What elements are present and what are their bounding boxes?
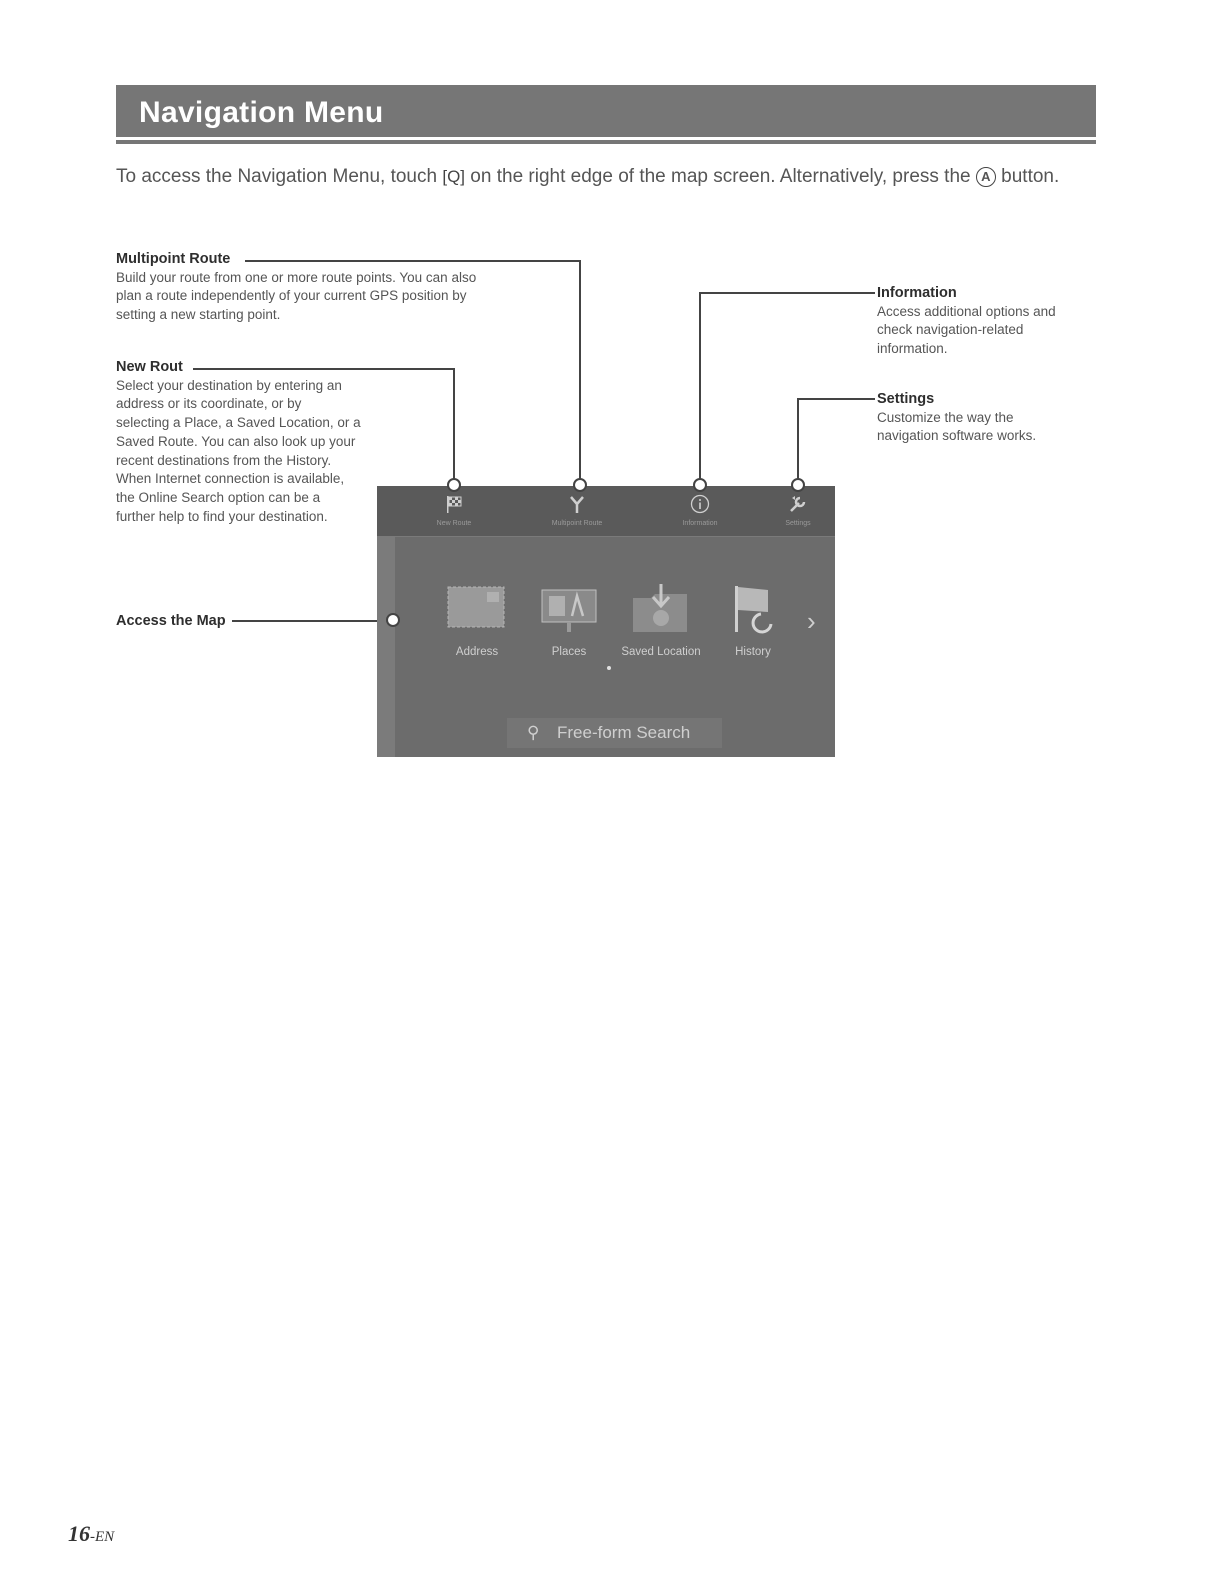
callout-title: Settings xyxy=(877,391,935,407)
tab-label: Settings xyxy=(785,520,811,527)
key-q: [Q] xyxy=(442,167,466,186)
route-fork-icon xyxy=(567,494,587,514)
callout-line: address or its coordinate, or by xyxy=(116,396,302,412)
callout-line: selecting a Place, a Saved Location, or a xyxy=(116,415,361,431)
callout-line: When Internet connection is available, xyxy=(116,471,345,487)
intro-part-2: on the right edge of the map screen. Alternatively, press the xyxy=(465,166,976,187)
search-placeholder: Free-form Search xyxy=(557,723,691,742)
page-number-digits: 16 xyxy=(68,1521,90,1546)
pager-dot xyxy=(607,666,611,670)
leader-dot xyxy=(693,478,707,492)
callout-line: check navigation-related xyxy=(877,322,1024,338)
callout-settings xyxy=(877,390,1097,446)
leader-line xyxy=(699,292,875,294)
leader-line xyxy=(245,260,581,262)
leader-line xyxy=(579,260,581,486)
flag-history-icon xyxy=(723,584,783,634)
leader-line xyxy=(797,398,799,486)
tab-label: Information xyxy=(682,520,718,527)
envelope-icon xyxy=(447,584,507,630)
tile-label: Places xyxy=(551,646,587,658)
callout-title: New Rout xyxy=(116,359,183,375)
leader-line xyxy=(797,398,875,400)
tile-label: Saved Location xyxy=(621,646,701,658)
callout-line: Select your destination by entering an xyxy=(116,377,342,393)
callout-information xyxy=(877,284,1097,359)
callout-line: plan a route independently of your current GPS position by xyxy=(116,288,467,304)
leader-line xyxy=(453,368,455,486)
callout-title: Multipoint Route xyxy=(116,251,231,267)
tab-settings[interactable] xyxy=(753,486,835,536)
page-number xyxy=(68,1521,114,1547)
map-edge-handle[interactable] xyxy=(377,536,395,757)
section-rule xyxy=(116,140,1096,144)
tab-information[interactable] xyxy=(655,486,745,536)
folder-download-icon xyxy=(631,584,691,634)
leader-line xyxy=(193,368,455,370)
page-number-suffix: -EN xyxy=(90,1529,115,1545)
top-tab-bar xyxy=(377,486,835,537)
callout-line: recent destinations from the History. xyxy=(116,452,332,468)
chevron-right-icon[interactable]: › xyxy=(807,606,816,636)
free-form-search-field[interactable] xyxy=(507,718,722,748)
leader-dot xyxy=(573,478,587,492)
intro-text xyxy=(116,166,1116,188)
leader-line xyxy=(232,620,390,622)
leader-dot xyxy=(386,613,400,627)
tile-label: Address xyxy=(455,646,499,658)
callout-line: navigation software works. xyxy=(877,428,1037,444)
leader-dot xyxy=(447,478,461,492)
search-icon: ⚲ xyxy=(527,723,540,742)
callout-line: Customize the way the xyxy=(877,409,1014,425)
tab-multipoint-route[interactable] xyxy=(532,486,622,536)
section-title: Navigation Menu xyxy=(139,96,384,129)
circled-a-icon: A xyxy=(976,167,996,187)
tile-label: History xyxy=(735,646,771,658)
callout-title: Access the Map xyxy=(116,613,226,629)
callout-title: Information xyxy=(877,285,957,301)
callout-access-map xyxy=(116,612,246,631)
callout-line: Access additional options and xyxy=(877,303,1056,319)
callout-line: setting a new starting point. xyxy=(116,307,281,323)
leader-line xyxy=(699,292,701,486)
tab-new-route[interactable] xyxy=(409,486,499,536)
tab-label: Multipoint Route xyxy=(551,520,603,527)
intro-part-1: To access the Navigation Menu, touch xyxy=(116,166,443,187)
callout-new-route xyxy=(116,358,386,526)
callout-line: information. xyxy=(877,341,948,357)
callout-line: Build your route from one or more route points. You can also xyxy=(116,269,477,285)
leader-dot xyxy=(791,478,805,492)
checkered-flag-icon xyxy=(444,494,464,514)
info-icon xyxy=(690,494,710,514)
callout-line: the Online Search option can be a xyxy=(116,489,321,505)
intro-part-3: button. xyxy=(995,166,1060,187)
tab-label: New Route xyxy=(436,520,472,527)
signpost-icon xyxy=(539,584,599,634)
callout-line: further help to find your destination. xyxy=(116,508,328,524)
navigation-menu-screen xyxy=(377,486,835,757)
callout-line: Saved Route. You can also look up your xyxy=(116,433,356,449)
wrench-icon xyxy=(788,494,808,514)
